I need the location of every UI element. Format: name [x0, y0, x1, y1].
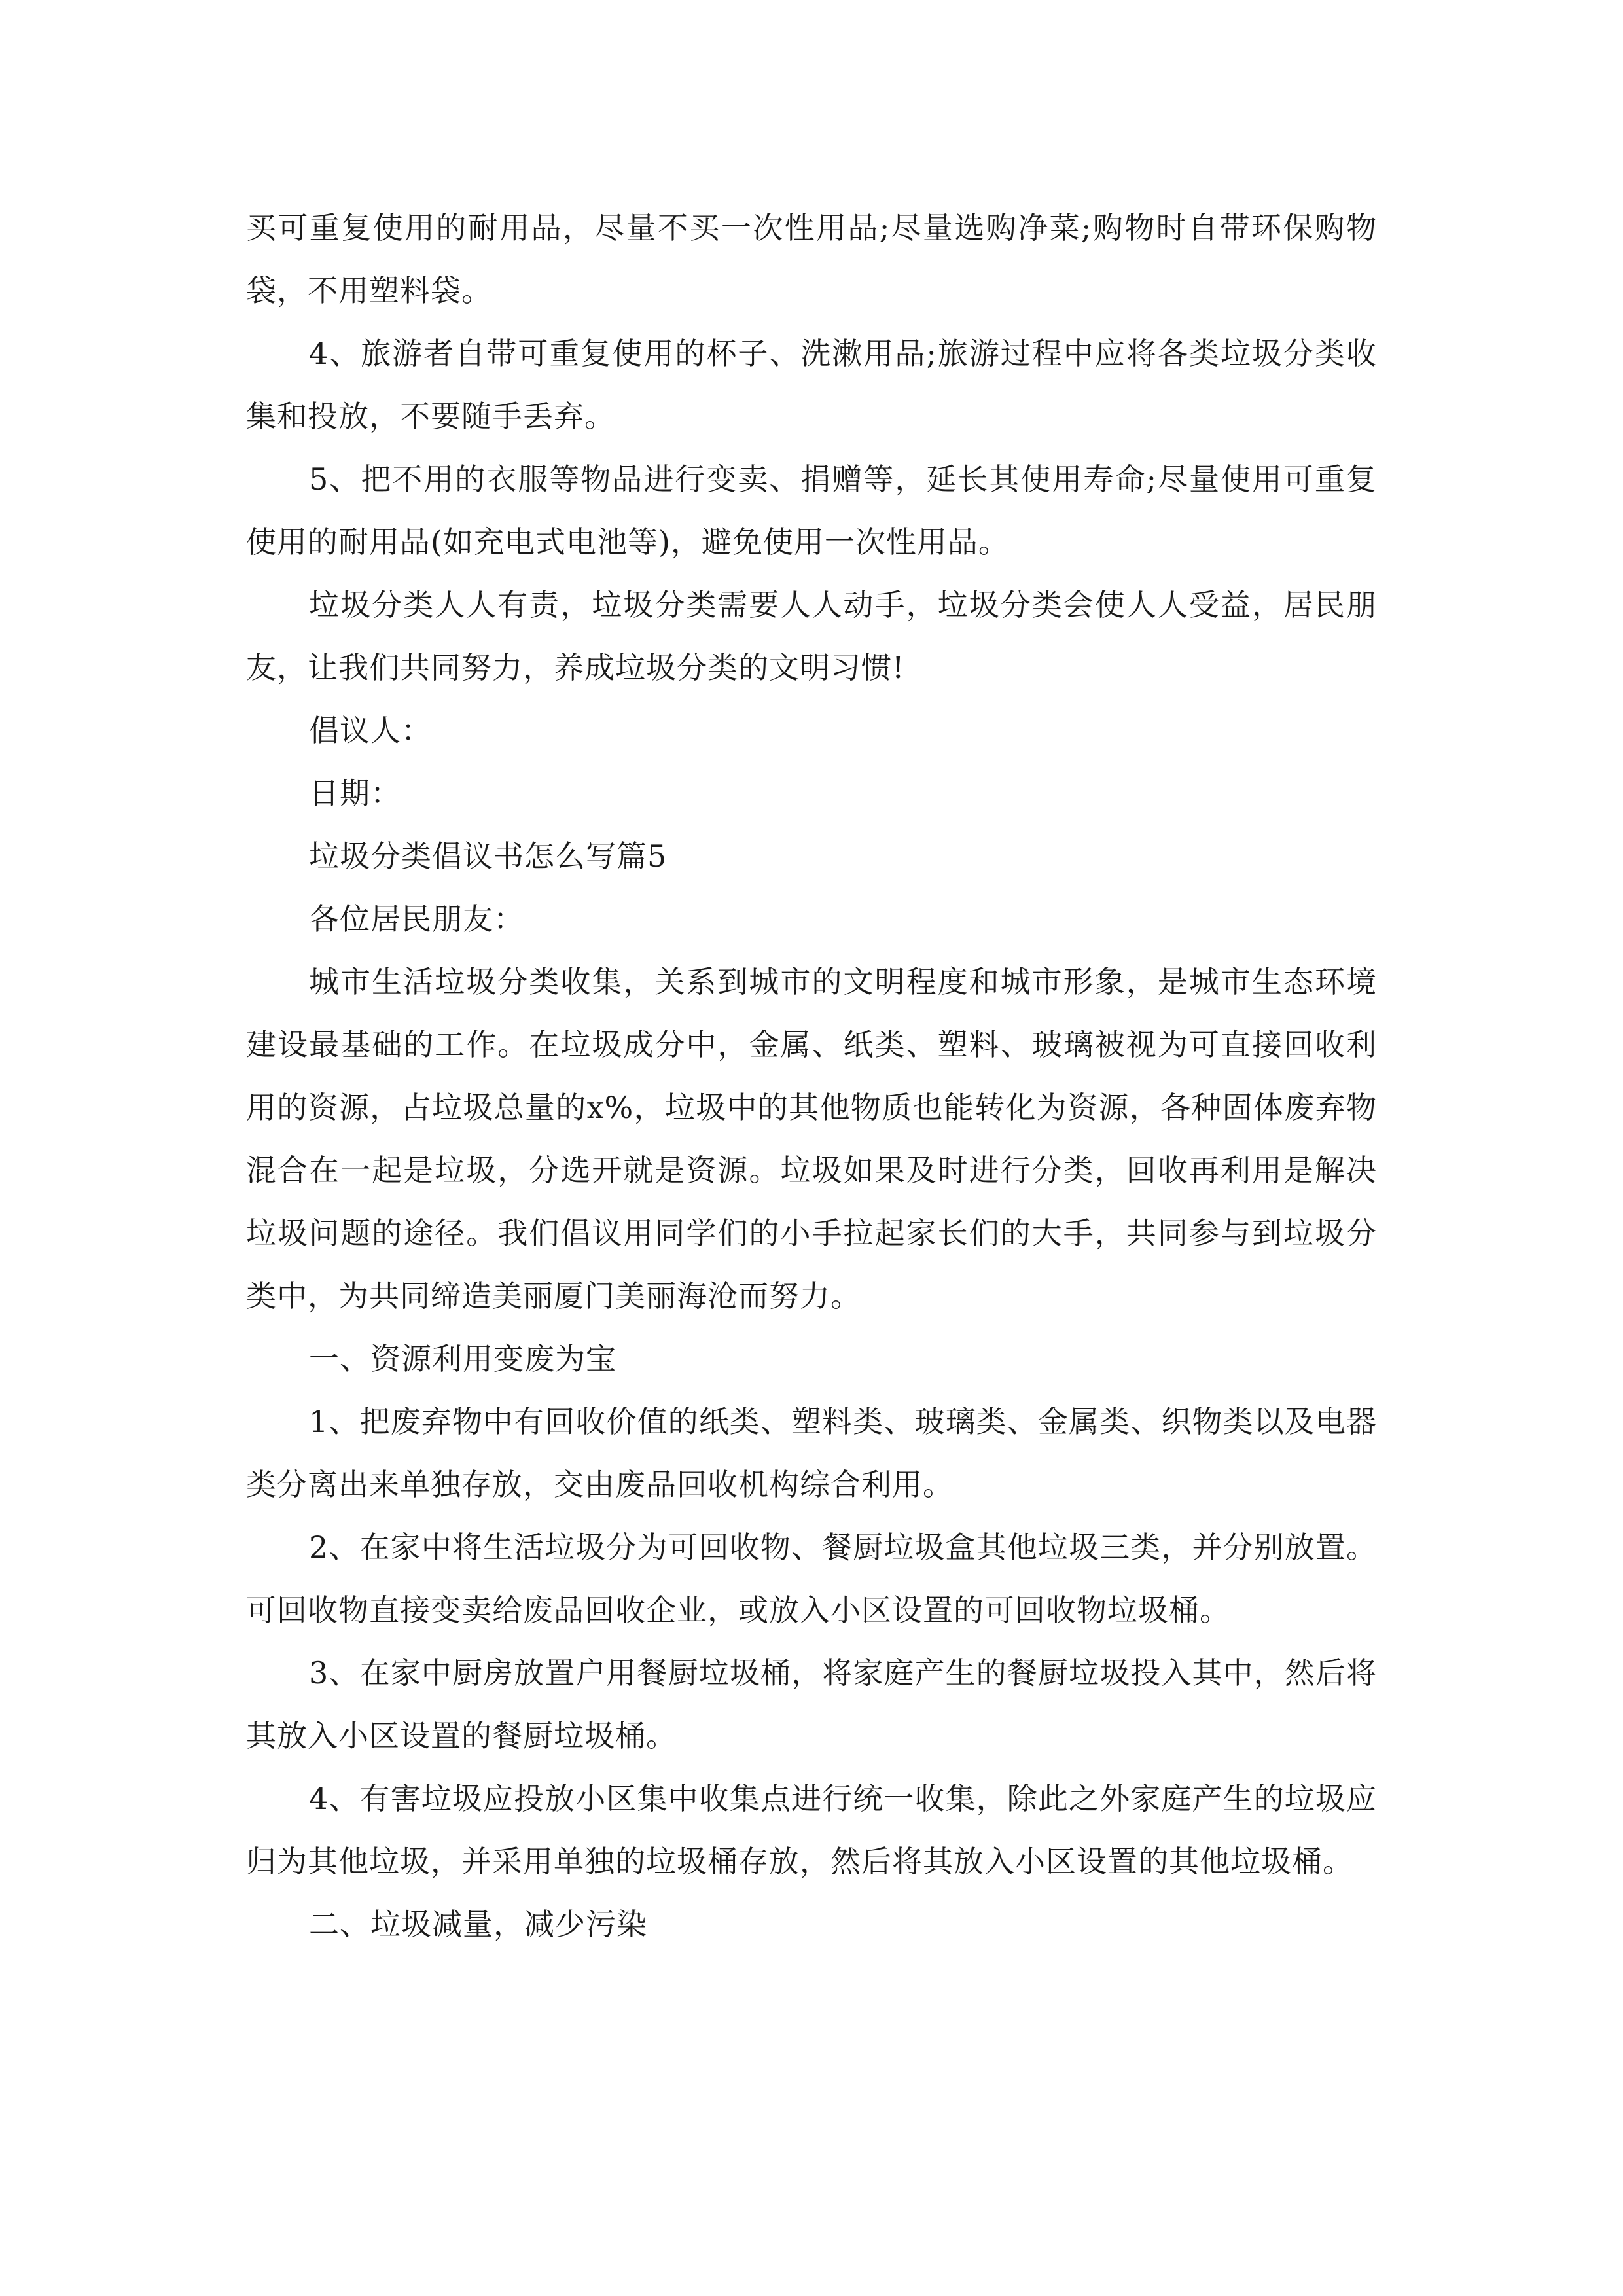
section-title-part-5: 垃圾分类倡议书怎么写篇5 — [309, 838, 668, 874]
paragraph-shopping-continued: 买可重复使用的耐用品，尽量不买一次性用品;尽量选购净菜;购物时自带环保购物袋，不用塑料袋。 — [246, 210, 1377, 308]
heading-resource-utilization: 一、资源利用变废为宝 — [309, 1341, 616, 1376]
date-label: 日期： — [309, 776, 401, 811]
paragraph-item-2-sorting: 2、在家中将生活垃圾分为可回收物、餐厨垃圾盒其他垃圾三类，并分别放置。可回收物直接变卖给废品回收企业，或放入小区设置的可回收物垃圾桶。 — [246, 1530, 1377, 1628]
paragraph-item-1-recyclables: 1、把废弃物中有回收价值的纸类、塑料类、玻璃类、金属类、织物类以及电器类分离出来单独存放，交由废品回收机构综合利用。 — [246, 1404, 1377, 1502]
paragraph-intro: 城市生活垃圾分类收集，关系到城市的文明程度和城市形象，是城市生态环境建设最基础的工作。在垃圾成分中，金属、纸类、塑料、玻璃被视为可直接回收利用的资源，占垃圾总量的x%，垃圾中的其他物质也能转化为资源，各种固体废弃物混合在一起是垃圾，分选开就是资源。垃圾如果及时进行分类，回收再利用是解决垃圾问题的途径。我们倡议用同学们的小手拉起家长们的大手，共同参与到垃圾分类中，为共同缔造美丽厦门美丽海沧而努力。 — [246, 964, 1377, 1314]
document-body — [246, 196, 1377, 1956]
paragraph-item-4-hazardous: 4、有害垃圾应投放小区集中收集点进行统一收集，除此之外家庭产生的垃圾应归为其他垃圾，并采用单独的垃圾桶存放，然后将其放入小区设置的其他垃圾桶。 — [246, 1781, 1377, 1879]
heading-waste-reduction: 二、垃圾减量，减少污染 — [309, 1907, 647, 1942]
salutation: 各位居民朋友： — [309, 901, 524, 937]
initiator-label: 倡议人： — [309, 713, 432, 748]
paragraph-item-4-travel: 4、旅游者自带可重复使用的杯子、洗漱用品;旅游过程中应将各类垃圾分类收集和投放，不要随手丢弃。 — [246, 336, 1377, 434]
paragraph-item-5-reuse: 5、把不用的衣服等物品进行变卖、捐赠等，延长其使用寿命;尽量使用可重复使用的耐用品(如充电式电池等)，避免使用一次性用品。 — [246, 461, 1377, 560]
paragraph-item-3-kitchen-waste: 3、在家中厨房放置户用餐厨垃圾桶，将家庭产生的餐厨垃圾投入其中，然后将其放入小区设置的餐厨垃圾桶。 — [246, 1655, 1377, 1753]
paragraph-appeal: 垃圾分类人人有责，垃圾分类需要人人动手，垃圾分类会使人人受益，居民朋友，让我们共同努力，养成垃圾分类的文明习惯! — [246, 587, 1377, 685]
